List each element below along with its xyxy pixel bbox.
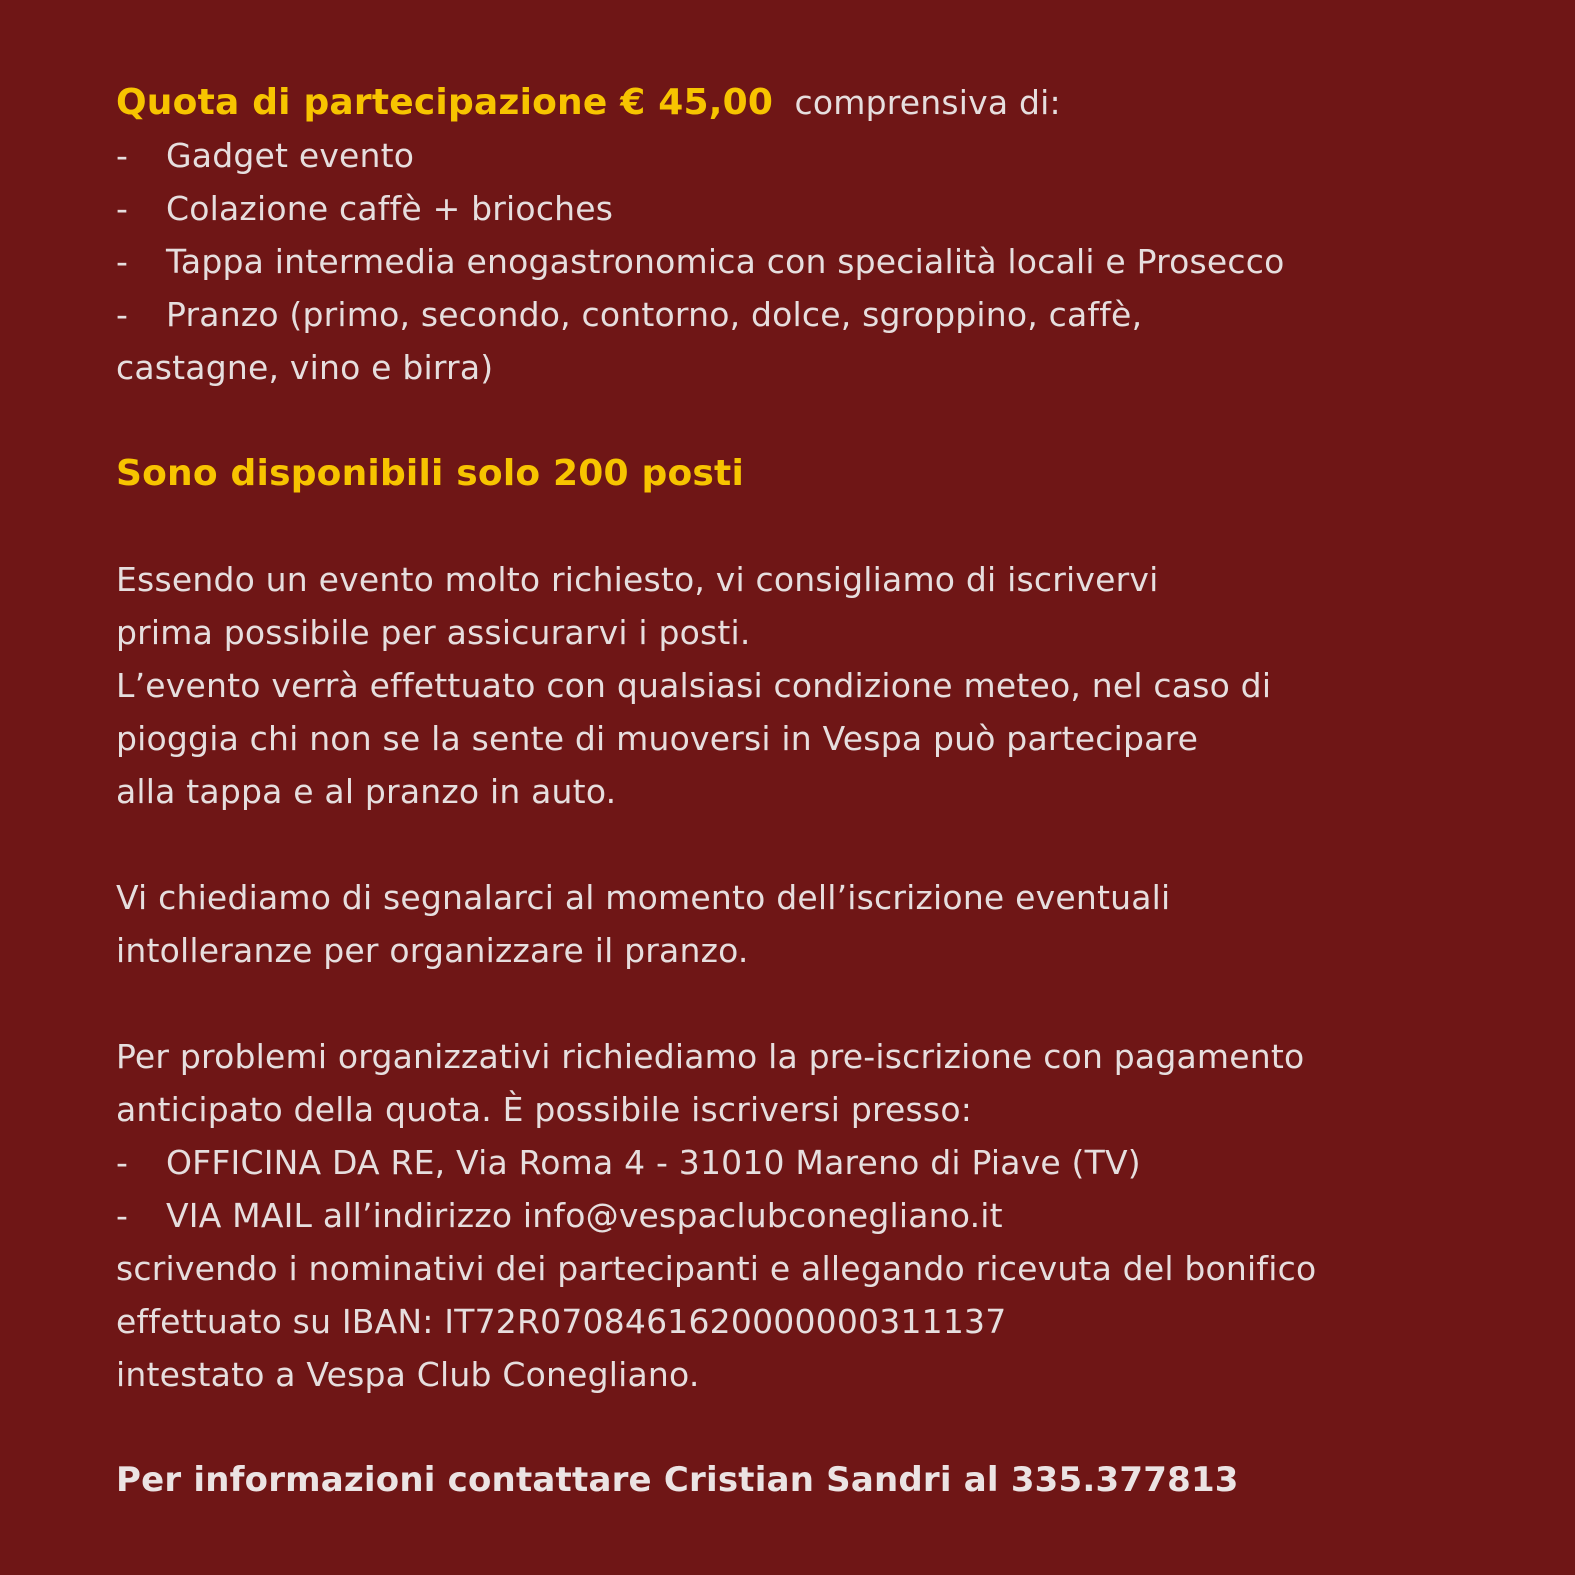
paragraph1-line: prima possibile per assicurarvi i posti.: [116, 613, 751, 652]
fee-suffix: comprensiva di:: [794, 83, 1061, 122]
paragraph1-line: L’evento verrà effettuato con qualsiasi condizione meteo, nel caso di: [116, 666, 1272, 705]
fee-heading: Quota di partecipazione € 45,00: [116, 82, 774, 123]
iban-line: effettuato su IBAN: IT72R0708461620000000311137: [116, 1302, 1007, 1341]
fee-item: - Pranzo (primo, secondo, contorno, dolce, sgroppino, caffè,: [116, 295, 1143, 334]
paragraph2-line: Vi chiediamo di segnalarci al momento dell’iscrizione eventuali: [116, 878, 1171, 917]
paragraph3-outro-line: scrivendo i nominativi dei partecipanti e allegando ricevuta del bonifico: [116, 1249, 1317, 1288]
fee-item: - Gadget evento: [116, 136, 415, 175]
registration-item-mail: - VIA MAIL all’indirizzo info@vespaclubconegliano.it: [116, 1196, 1003, 1235]
paragraph1-line: pioggia chi non se la sente di muoversi in Vespa può partecipare: [116, 719, 1199, 758]
fee-item: - Tappa intermedia enogastronomica con specialità locali e Prosecco: [116, 242, 1285, 281]
paragraph3-outro-line: intestato a Vespa Club Conegliano.: [116, 1355, 700, 1394]
flyer-content: [116, 76, 1536, 1507]
fee-item: - Colazione caffè + brioches: [116, 189, 614, 228]
fee-heading-line: [116, 76, 1536, 129]
fee-item-continuation: castagne, vino e birra): [116, 348, 494, 387]
contact-line: Per informazioni contattare Cristian Sandri al 335.377813: [116, 1460, 1239, 1500]
paragraph3-intro-line: anticipato della quota. È possibile iscriversi presso:: [116, 1090, 973, 1129]
paragraph1-line: alla tappa e al pranzo in auto.: [116, 772, 617, 811]
seats-heading: Sono disponibili solo 200 posti: [116, 453, 745, 494]
paragraph3-intro-line: Per problemi organizzativi richiediamo la pre-iscrizione con pagamento: [116, 1037, 1305, 1076]
registration-item-shop: - OFFICINA DA RE, Via Roma 4 - 31010 Mareno di Piave (TV): [116, 1143, 1141, 1182]
paragraph2-line: intolleranze per organizzare il pranzo.: [116, 931, 749, 970]
paragraph1-line: Essendo un evento molto richiesto, vi consigliamo di iscrivervi: [116, 560, 1159, 599]
